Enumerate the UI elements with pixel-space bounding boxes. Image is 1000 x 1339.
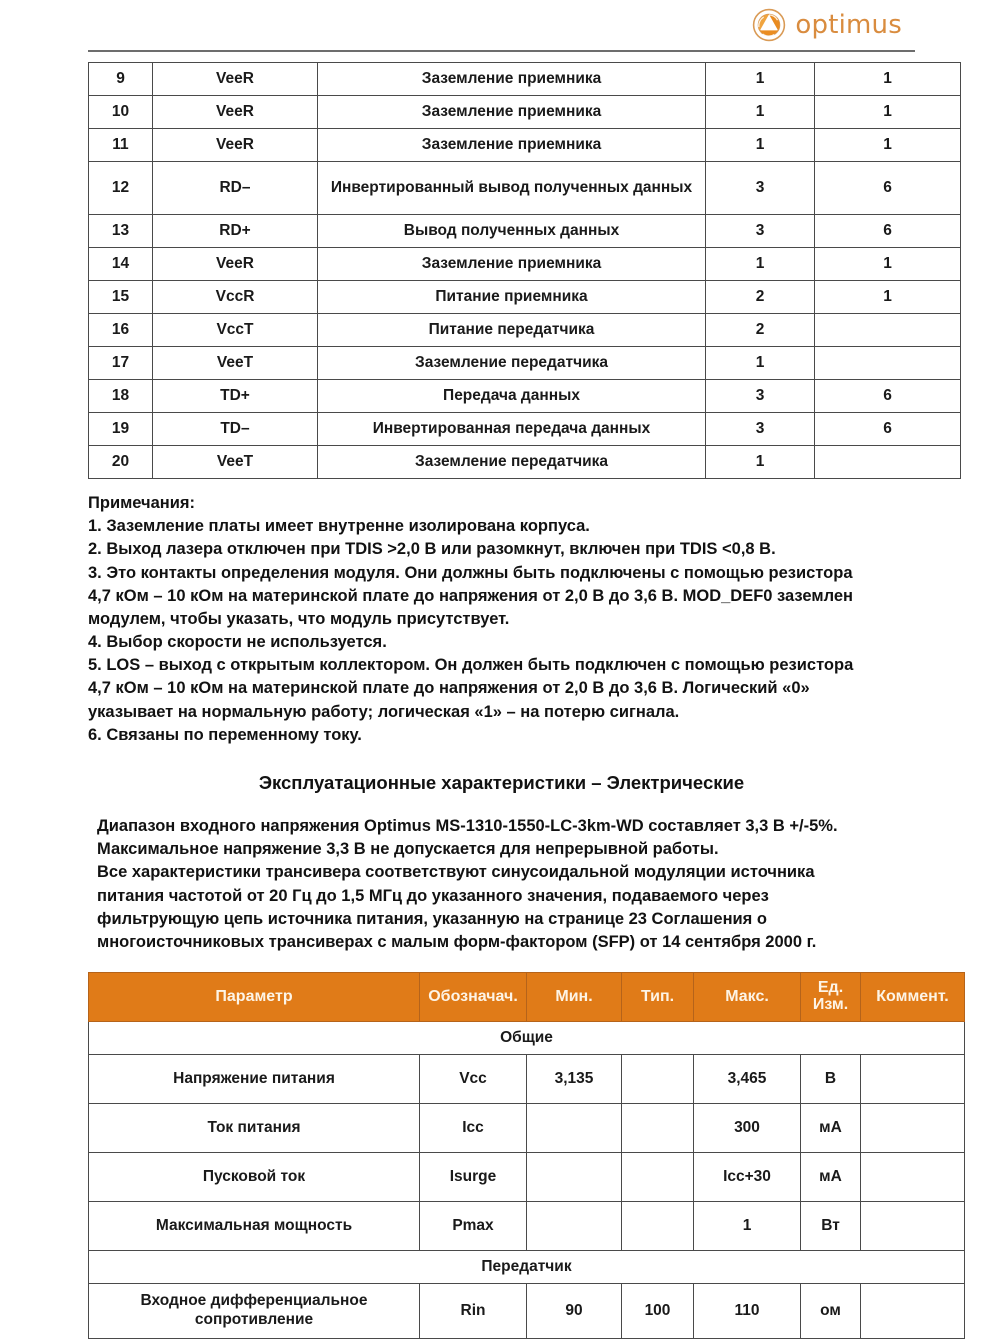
column-header-min: Мин.: [527, 973, 622, 1022]
spec-unit: мА: [801, 1153, 861, 1202]
table-row: [89, 162, 961, 215]
notes-title: Примечания:: [88, 494, 196, 512]
pin-symbol: VccR: [153, 281, 318, 314]
column-header-max: Макс.: [694, 973, 801, 1022]
spec-comment: [861, 1284, 965, 1339]
pin-number: 10: [89, 96, 153, 129]
spec-parameter: Ток питания: [89, 1104, 420, 1153]
spec-unit: ом: [801, 1284, 861, 1339]
pin-number: 12: [89, 162, 153, 215]
table-row: [89, 413, 961, 446]
pin-note-1: 2: [706, 314, 815, 347]
pin-symbol: VeeR: [153, 129, 318, 162]
spec-max: 110: [694, 1284, 801, 1339]
pin-note-2: 6: [815, 162, 961, 215]
header-divider: [88, 50, 915, 52]
spec-typical: [622, 1202, 694, 1251]
spec-min: 3,135: [527, 1055, 622, 1104]
note-line-2: 2. Выход лазера отключен при TDIS >2,0 В или разомкнут, включен при TDIS <0,8 В.: [88, 540, 776, 559]
spec-comment: [861, 1055, 965, 1104]
table-row: [89, 314, 961, 347]
note-line-6: 4. Выбор скорости не используется.: [88, 633, 387, 652]
spec-typical: 100: [622, 1284, 694, 1339]
electrical-spec-table: [88, 972, 965, 1339]
pin-note-2: 6: [815, 380, 961, 413]
pin-description: Питание передатчика: [318, 314, 706, 347]
pin-description: Инвертированный вывод полученных данных: [318, 162, 706, 215]
spec-typical: [622, 1055, 694, 1104]
spec-symbol: Isurge: [420, 1153, 527, 1202]
table-row: [89, 129, 961, 162]
pin-note-1: 3: [706, 413, 815, 446]
spec-max: Icc+30: [694, 1153, 801, 1202]
spec-parameter: Максимальная мощность: [89, 1202, 420, 1251]
pin-note-1: 1: [706, 129, 815, 162]
pin-symbol: RD–: [153, 162, 318, 215]
brand-logo: [752, 8, 902, 42]
pin-description: Заземление приемника: [318, 248, 706, 281]
table-row: [89, 380, 961, 413]
pin-description: Заземление приемника: [318, 96, 706, 129]
pin-description: Заземление приемника: [318, 63, 706, 96]
table-row: [89, 1153, 965, 1202]
table-row: [89, 63, 961, 96]
pin-symbol: RD+: [153, 215, 318, 248]
brand-name: optimus: [795, 10, 902, 40]
spec-parameter: Напряжение питания: [89, 1055, 420, 1104]
aperture-icon: [752, 8, 786, 42]
spec-parameter: Пусковой ток: [89, 1153, 420, 1202]
table-row: [89, 1104, 965, 1153]
pin-description: Передача данных: [318, 380, 706, 413]
intro-line-1: Диапазон входного напряжения Optimus MS-1310-1550-LC-3km-WD составляет 3,3 В +/-5%.: [97, 817, 838, 835]
column-header-comment: Коммент.: [861, 973, 965, 1022]
spec-max: 3,465: [694, 1055, 801, 1104]
table-row: [89, 446, 961, 479]
spec-table-header-row: [89, 973, 965, 1022]
pin-note-2: 1: [815, 248, 961, 281]
note-line-5: модулем, чтобы указать, что модуль присутствует.: [88, 609, 510, 628]
spec-max: 300: [694, 1104, 801, 1153]
pin-description: Заземление передатчика: [318, 446, 706, 479]
pin-symbol: VccT: [153, 314, 318, 347]
spec-group-label-transmitter: Передатчик: [89, 1251, 965, 1284]
pin-note-2: 1: [815, 129, 961, 162]
pin-note-1: 3: [706, 380, 815, 413]
pin-note-1: 1: [706, 347, 815, 380]
pin-description: Питание приемника: [318, 281, 706, 314]
column-header-unit: [801, 973, 861, 1022]
note-line-8: 4,7 кОм – 10 кОм на материнской плате до напряжения от 2,0 В до 3,6 В. Логический «0»: [88, 679, 810, 698]
pin-number: 18: [89, 380, 153, 413]
unit-header-line-2: Изм.: [812, 996, 849, 1013]
pin-note-2: 6: [815, 215, 961, 248]
note-line-7: 5. LOS – выход с открытым коллектором. Он должен быть подключен с помощью резистора: [88, 656, 854, 675]
pin-note-2: 6: [815, 413, 961, 446]
spec-symbol: Pmax: [420, 1202, 527, 1251]
spec-typical: [622, 1153, 694, 1202]
spec-typical: [622, 1104, 694, 1153]
pin-note-1: 1: [706, 63, 815, 96]
table-row: [89, 96, 961, 129]
table-row: [89, 281, 961, 314]
pin-description: Заземление передатчика: [318, 347, 706, 380]
pin-description: Вывод полученных данных: [318, 215, 706, 248]
pin-number: 14: [89, 248, 153, 281]
spec-comment: [861, 1153, 965, 1202]
spec-parameter: Входное дифференциальное сопротивление: [89, 1284, 420, 1339]
pin-note-1: 1: [706, 446, 815, 479]
spec-unit: В: [801, 1055, 861, 1104]
pin-note-1: 3: [706, 162, 815, 215]
table-row: [89, 1284, 965, 1339]
pin-note-1: 1: [706, 248, 815, 281]
table-row: [89, 248, 961, 281]
pin-assignment-table: [88, 62, 961, 479]
intro-line-2: Максимальное напряжение 3,3 В не допускается для непрерывной работы.: [97, 840, 719, 859]
pin-note-1: 1: [706, 96, 815, 129]
column-header-parameter: Параметр: [89, 973, 420, 1022]
note-line-1: 1. Заземление платы имеет внутренне изолирована корпуса.: [88, 517, 590, 536]
note-line-4: 4,7 кОм – 10 кОм на материнской плате до напряжения от 2,0 В до 3,6 В. MOD_DEF0 заземлен: [88, 586, 853, 605]
notes-block: [88, 492, 928, 747]
unit-header-line-1: Ед.: [817, 979, 844, 997]
note-line-3: 3. Это контакты определения модуля. Они должны быть подключены с помощью резистора: [88, 563, 853, 582]
column-header-typical: Тип.: [622, 973, 694, 1022]
table-row: [89, 215, 961, 248]
intro-line-3: Все характеристики трансивера соответствуют синусоидальной модуляции источника: [97, 863, 815, 882]
pin-symbol: TD+: [153, 380, 318, 413]
intro-line-4: питания частотой от 20 Гц до 1,5 МГц до указанного значения, подаваемого через: [97, 886, 769, 905]
pin-note-1: 3: [706, 215, 815, 248]
spec-min: 90: [527, 1284, 622, 1339]
spec-unit: Вт: [801, 1202, 861, 1251]
pin-note-1: 2: [706, 281, 815, 314]
pin-symbol: TD–: [153, 413, 318, 446]
pin-note-2: 1: [815, 96, 961, 129]
intro-line-6: многоисточниковых трансиверах с малым форм-фактором (SFP) от 14 сентября 2000 г.: [97, 932, 817, 951]
pin-note-2: [815, 347, 961, 380]
table-row: [89, 347, 961, 380]
pin-note-2: 1: [815, 63, 961, 96]
table-row: [89, 1055, 965, 1104]
pin-symbol: VeeR: [153, 96, 318, 129]
pin-number: 16: [89, 314, 153, 347]
pin-note-2: [815, 446, 961, 479]
pin-number: 13: [89, 215, 153, 248]
spec-group-row: [89, 1251, 965, 1284]
intro-line-5: фильтрующую цепь источника питания, указанную на странице 23 Соглашения о: [97, 909, 767, 928]
spec-symbol: Vcc: [420, 1055, 527, 1104]
spec-max: 1: [694, 1202, 801, 1251]
pin-number: 19: [89, 413, 153, 446]
note-line-10: 6. Связаны по переменному току.: [88, 725, 362, 744]
page-header: [0, 0, 1000, 55]
pin-number: 9: [89, 63, 153, 96]
pin-note-2: 1: [815, 281, 961, 314]
spec-min: [527, 1153, 622, 1202]
pin-number: 17: [89, 347, 153, 380]
intro-paragraph: [97, 815, 937, 954]
spec-group-label-general: Общие: [89, 1022, 965, 1055]
pin-number: 15: [89, 281, 153, 314]
spec-min: [527, 1202, 622, 1251]
pin-symbol: VeeT: [153, 446, 318, 479]
table-row: [89, 1202, 965, 1251]
pin-description: Инвертированная передача данных: [318, 413, 706, 446]
spec-group-row: [89, 1022, 965, 1055]
pin-note-2: [815, 314, 961, 347]
pin-description: Заземление приемника: [318, 129, 706, 162]
pin-symbol: VeeT: [153, 347, 318, 380]
pin-number: 20: [89, 446, 153, 479]
spec-min: [527, 1104, 622, 1153]
pin-number: 11: [89, 129, 153, 162]
pin-symbol: VeeR: [153, 63, 318, 96]
section-heading: Эксплуатационные характеристики – Электрические: [258, 772, 745, 793]
spec-symbol: Icc: [420, 1104, 527, 1153]
column-header-symbol: Обозначач.: [420, 973, 527, 1022]
spec-unit: мА: [801, 1104, 861, 1153]
spec-symbol: Rin: [420, 1284, 527, 1339]
spec-comment: [861, 1202, 965, 1251]
pin-symbol: VeeR: [153, 248, 318, 281]
note-line-9: указывает на нормальную работу; логическая «1» – на потерю сигнала.: [88, 702, 680, 721]
spec-comment: [861, 1104, 965, 1153]
